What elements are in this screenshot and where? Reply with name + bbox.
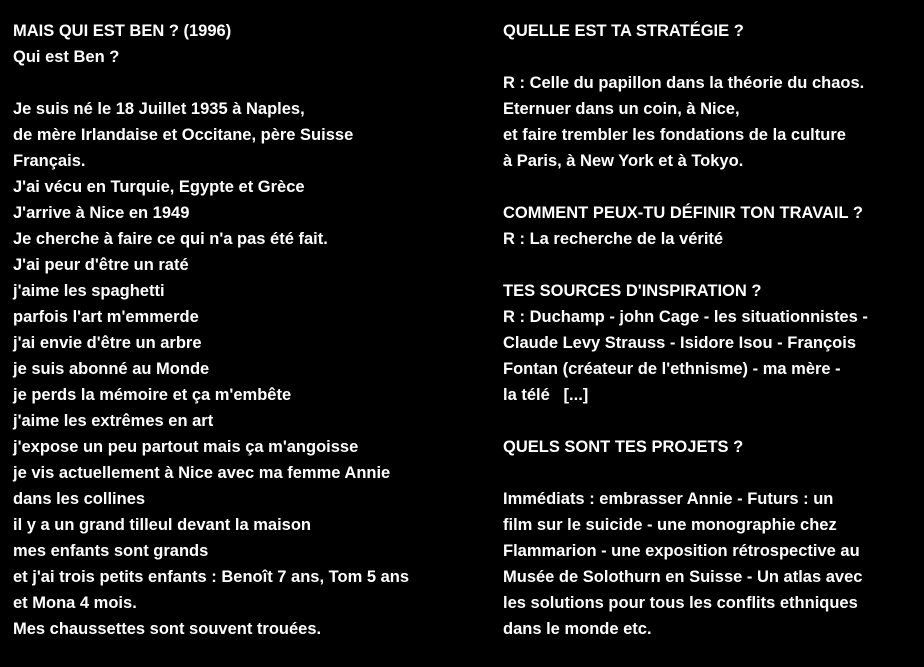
document-subtitle: Qui est Ben ? <box>13 48 120 66</box>
bio-line: Français. <box>13 152 86 170</box>
bio-line: et j'ai trois petits enfants : Benoît 7 ans, Tom 5 ans <box>13 568 410 586</box>
bio-line: j'ai envie d'être un arbre <box>13 334 202 352</box>
answer-line: Immédiats : embrasser Annie - Futurs : un <box>503 490 834 508</box>
bio-line: J'ai peur d'être un raté <box>13 256 189 274</box>
bio-line: je vis actuellement à Nice avec ma femme Annie <box>13 464 391 482</box>
question-projects: QUELS SONT TES PROJETS ? <box>503 438 744 456</box>
answer-projects <box>503 486 913 642</box>
answer-line: R : Celle du papillon dans la théorie du chaos. <box>503 74 865 92</box>
question-inspiration: TES SOURCES D'INSPIRATION ? <box>503 282 762 300</box>
answer-line: Eternuer dans un coin, à Nice, <box>503 100 740 118</box>
bio-line: Je cherche à faire ce qui n'a pas été fait. <box>13 230 328 248</box>
answer-line: Musée de Solothurn en Suisse - Un atlas avec <box>503 568 863 586</box>
answer-line: et faire trembler les fondations de la culture <box>503 126 846 144</box>
bio-line: dans les collines <box>13 490 146 508</box>
spacer <box>503 174 913 200</box>
bio-line: J'ai vécu en Turquie, Egypte et Grèce <box>13 178 305 196</box>
question-work: COMMENT PEUX-TU DÉFINIR TON TRAVAIL ? <box>503 204 863 222</box>
spacer <box>503 44 913 70</box>
bio-line: et Mona 4 mois. <box>13 594 137 612</box>
spacer <box>13 70 483 96</box>
answer-line: R : Duchamp - john Cage - les situationnistes - <box>503 308 868 326</box>
answer-line: à Paris, à New York et à Tokyo. <box>503 152 744 170</box>
bio-line: Je suis né le 18 Juillet 1935 à Naples, <box>13 100 305 118</box>
bio-line: j'aime les spaghetti <box>13 282 165 300</box>
bio-line: de mère Irlandaise et Occitane, père Suisse <box>13 126 354 144</box>
answer-line: film sur le suicide - une monographie chez <box>503 516 837 534</box>
right-column <box>503 18 913 642</box>
bio-line: il y a un grand tilleul devant la maison <box>13 516 311 534</box>
bio-line: je suis abonné au Monde <box>13 360 210 378</box>
bio-text <box>13 96 483 642</box>
answer-line: les solutions pour tous les conflits ethniques <box>503 594 858 612</box>
left-column <box>13 18 483 642</box>
bio-line: mes enfants sont grands <box>13 542 209 560</box>
answer-line: dans le monde etc. <box>503 620 652 638</box>
bio-line: parfois l'art m'emmerde <box>13 308 199 326</box>
spacer <box>503 460 913 486</box>
answer-line: Fontan (créateur de l'ethnisme) - ma mère - <box>503 360 841 378</box>
spacer <box>503 252 913 278</box>
bio-line: je perds la mémoire et ça m'embête <box>13 386 292 404</box>
bio-line: J'arrive à Nice en 1949 <box>13 204 190 222</box>
bio-line: Mes chaussettes sont souvent trouées. <box>13 620 322 638</box>
document-title: MAIS QUI EST BEN ? (1996) <box>13 22 232 40</box>
answer-line: Claude Levy Strauss - Isidore Isou - François <box>503 334 857 352</box>
answer-work <box>503 226 913 252</box>
answer-line: la télé [...] <box>503 386 589 404</box>
question-strategy: QUELLE EST TA STRATÉGIE ? <box>503 22 744 40</box>
answer-line: Flammarion - une exposition rétrospective au <box>503 542 860 560</box>
spacer <box>503 408 913 434</box>
answer-strategy <box>503 70 913 174</box>
bio-line: j'expose un peu partout mais ça m'angoisse <box>13 438 359 456</box>
bio-line: j'aime les extrêmes en art <box>13 412 214 430</box>
answer-line: R : La recherche de la vérité <box>503 230 724 248</box>
answer-inspiration <box>503 304 913 408</box>
